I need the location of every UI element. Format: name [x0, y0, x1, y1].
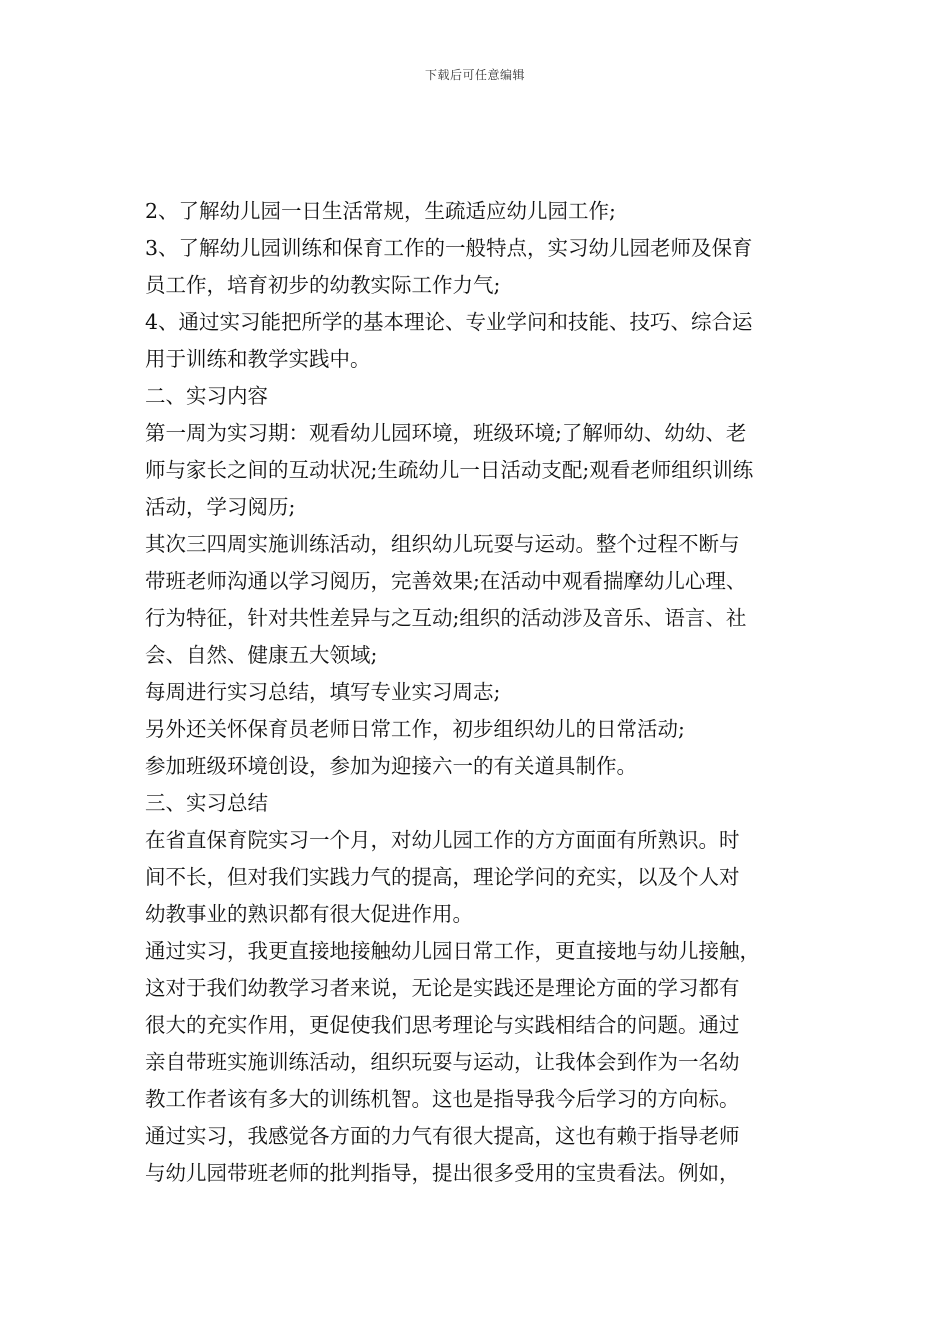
paragraph-caregiver-work: 另外还关怀保育员老师日常工作，初步组织幼儿的日常活动; — [145, 717, 685, 741]
paragraph-weekly-summary: 每周进行实习总结，填写专业实习周志; — [145, 680, 501, 704]
section-heading-content: 二、实习内容 — [145, 384, 268, 408]
document-body — [145, 193, 807, 1192]
paragraph-week-one: 第一周为实习期：观看幼儿园环境，班级环境;了解师幼、幼幼、老 师与家长之间的互动状况;生疏幼儿一日活动支配;观看老师组织训练 活动，学习阅历; — [145, 421, 754, 519]
section-heading-summary: 三、实习总结 — [145, 791, 268, 815]
paragraph-weeks-two-to-four: 其次三四周实施训练活动，组织幼儿玩耍与运动。整个过程不断与 带班老师沟通以学习阅历，完善效果;在活动中观看揣摩幼儿心理、 行为特征，针对共性差异与之互动;组织的活动涉及音乐、语言、社 会、自然、健康五大领域; — [145, 532, 747, 667]
paragraph-2: 3、了解幼儿园训练和保育工作的一般特点，实习幼儿园老师及保育 员工作，培育初步的幼教实际工作力气; — [145, 236, 753, 297]
paragraph-summary-improvement: 通过实习，我感觉各方面的力气有很大提高，这也有赖于指导老师 与幼儿园带班老师的批判指导，提出很多受用的宝贵看法。例如， — [145, 1124, 740, 1185]
paragraph-3: 4、通过实习能把所学的基本理论、专业学问和技能、技巧、综合运 用于训练和教学实践中。 — [145, 310, 753, 371]
paragraph-1: 2、了解幼儿园一日生活常规，生疏适应幼儿园工作; — [145, 199, 616, 223]
paragraph-class-environment: 参加班级环境创设，参加为迎接六一的有关道具制作。 — [145, 754, 637, 778]
paragraph-summary-intro: 在省直保育院实习一个月，对幼儿园工作的方方面面有所熟识。时 间不长，但对我们实践力气的提高，理论学问的充实，以及个人对 幼教事业的熟识都有很大促进作用。 — [145, 828, 740, 926]
page-header-note: 下载后可任意编辑 — [424, 68, 525, 82]
paragraph-summary-practice: 通过实习，我更直接地接触幼儿园日常工作，更直接地与幼儿接触， 这对于我们幼教学习者来说，无论是实践还是理论方面的学习都有 很大的充实作用，更促使我们思考理论与实践相结合的问题。通过 亲自带班实施训练活动，组织玩耍与运动，让我体会到作为一名幼 教工作者该有多大的训练机智。这也是指导我今后学习的方向标。 — [145, 939, 760, 1111]
